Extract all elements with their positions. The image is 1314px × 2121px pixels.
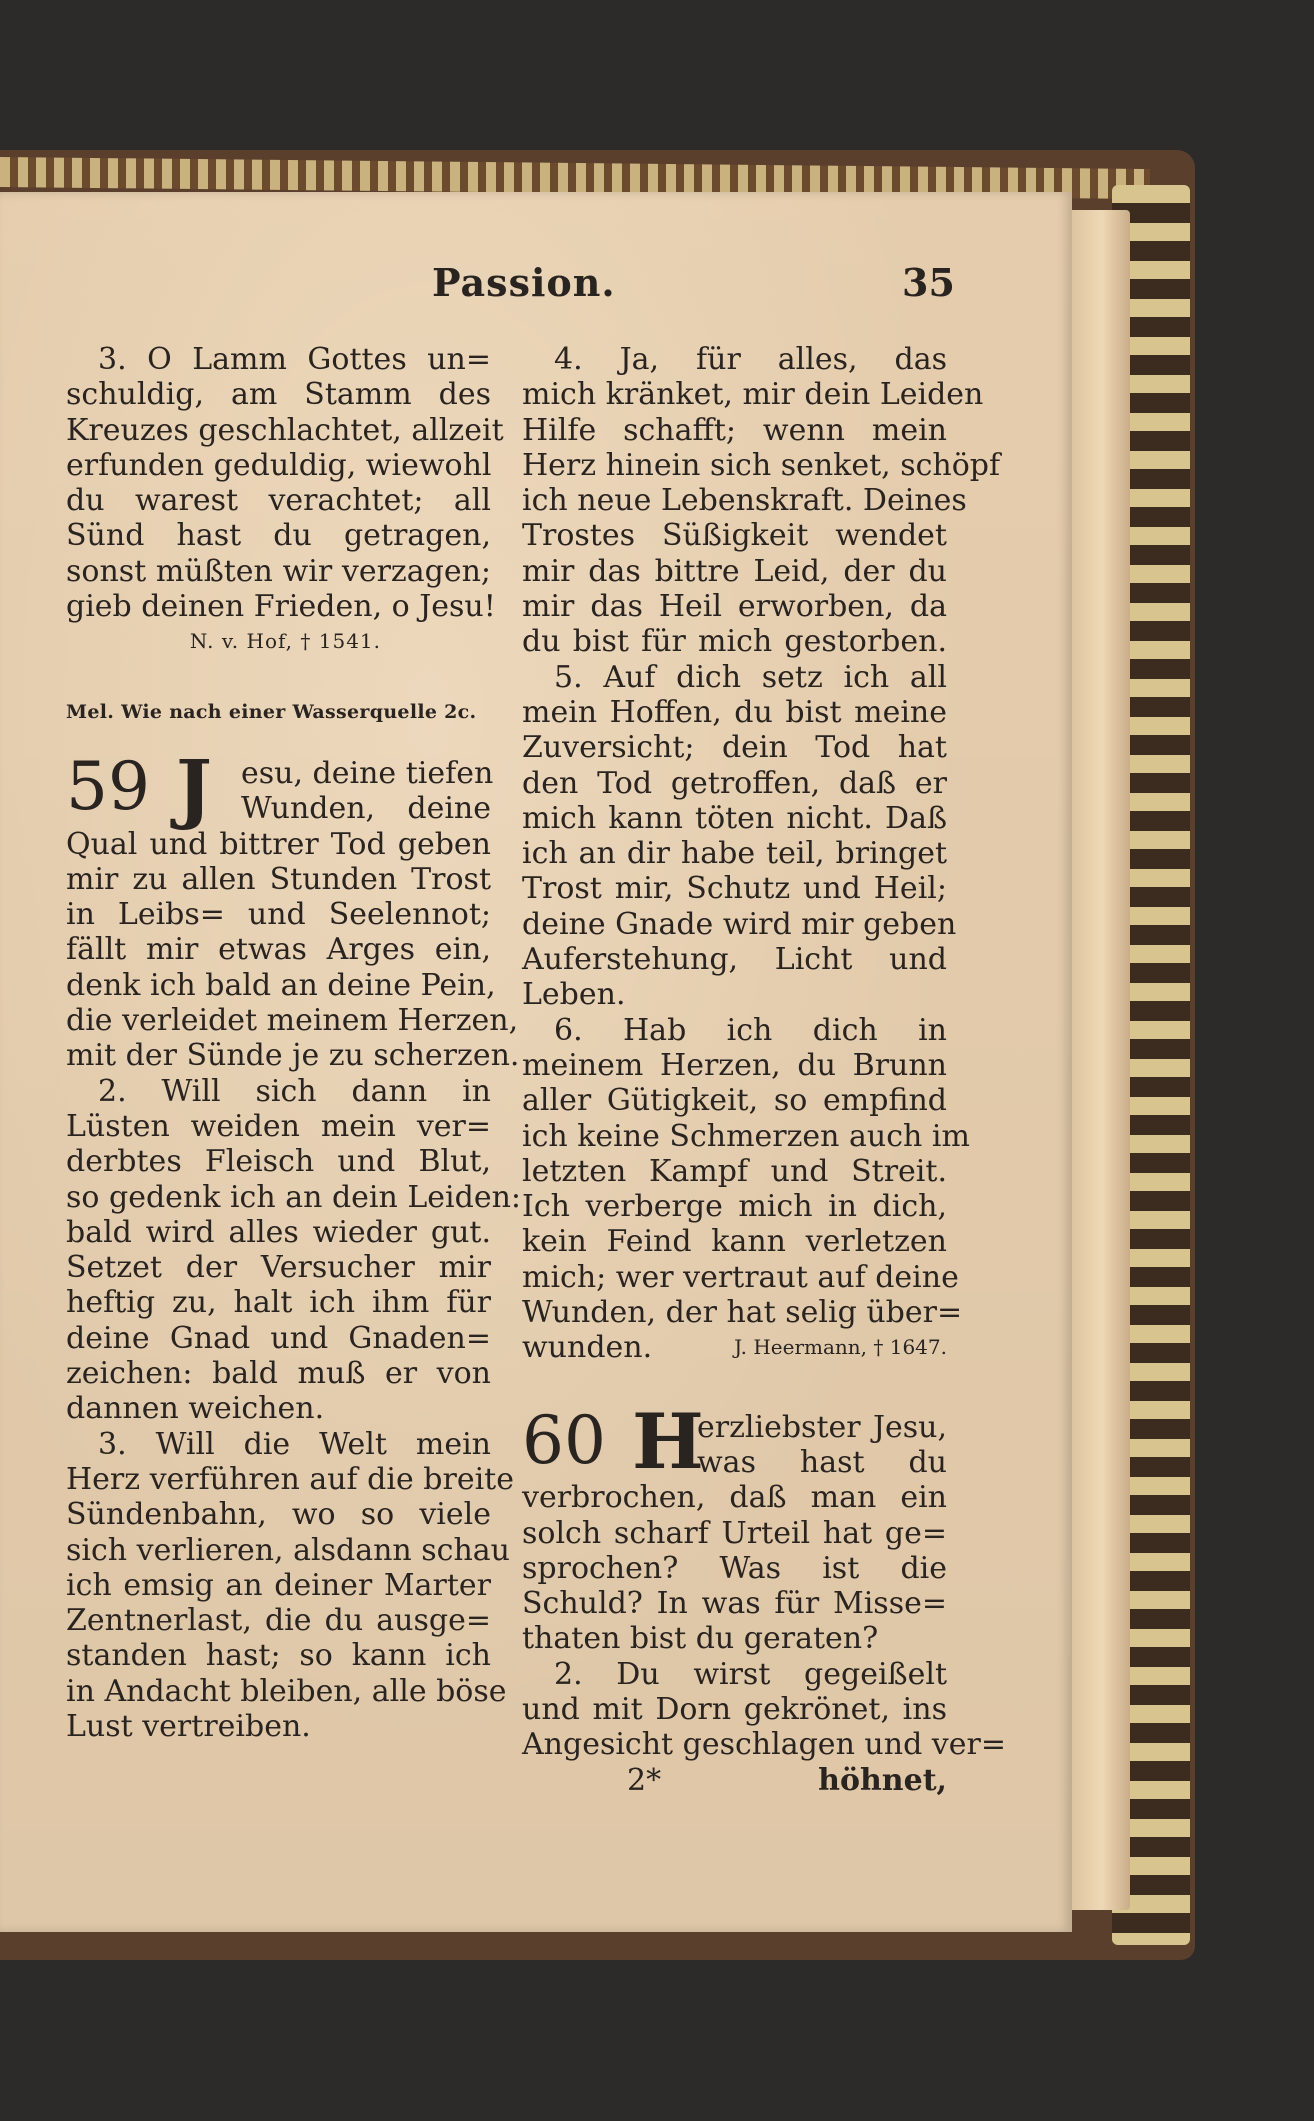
hymn-author: J. Heermann, † 1647. <box>734 1335 947 1360</box>
text-line: Hilfe schafft; wenn mein <box>522 412 947 448</box>
text-line: zeichen: bald muß er von <box>66 1356 491 1392</box>
text-line: mich kann töten nicht. Daß <box>522 800 947 836</box>
text-line: 3. Will die Welt mein <box>98 1426 491 1462</box>
text-line: Zuversicht; dein Tod hat <box>522 730 947 766</box>
text-line: letzten Kampf und Streit. <box>522 1153 947 1189</box>
text-line: Herz hinein sich senket, schöpf <box>522 447 1001 483</box>
text-line: Angesicht geschlagen und ver= <box>522 1727 1006 1763</box>
catchword: höhnet, <box>818 1762 947 1798</box>
text-line: dannen weichen. <box>66 1391 325 1427</box>
drop-cap: H <box>632 1396 704 1486</box>
running-head <box>0 260 1072 320</box>
text-line: Wunden, der hat selig über= <box>522 1295 963 1331</box>
text-line: mit der Sünde je zu scherzen. <box>66 1038 520 1074</box>
text-line: in Andacht bleiben, alle böse <box>66 1673 507 1709</box>
text-line: mir zu allen Stunden Trost <box>66 861 491 897</box>
text-line: Schuld? In was für Misse= <box>522 1586 947 1622</box>
text-line: sonst müßten wir verzagen; <box>66 553 491 589</box>
hymn-60 <box>522 1396 947 1486</box>
text-line: deine Gnad und Gnaden= <box>66 1320 491 1356</box>
text-line: 2. Du wirst gegeißelt <box>554 1656 947 1692</box>
text-line: gieb deinen Frieden, o Jesu! <box>66 589 496 625</box>
right-column <box>522 342 1006 1798</box>
text-line: bald wird alles wieder gut. <box>66 1214 491 1250</box>
text-line: Sünd hast du getragen, <box>66 518 491 554</box>
text-line: erzliebster Jesu, <box>697 1409 947 1445</box>
text-line: sich verlieren, alsdann schau <box>66 1532 510 1568</box>
text-fragment: wunden. <box>522 1330 653 1366</box>
text-line: meinem Herzen, du Brunn <box>522 1047 947 1083</box>
text-line: 2. Will sich dann in <box>98 1073 491 1109</box>
text-line: erfunden geduldig, wiewohl <box>66 447 492 483</box>
text-line: den Tod getroffen, daß er <box>522 765 947 801</box>
page-number: 35 <box>902 260 955 305</box>
text-line: mich kränket, mir dein Leiden <box>522 377 984 413</box>
text-line: thaten bist du geraten? <box>522 1621 879 1657</box>
text-line: was hast du <box>697 1444 947 1480</box>
text-line: Zentnerlast, die du ausge= <box>66 1603 491 1639</box>
text-line: Trostes Süßigkeit wendet <box>522 518 947 554</box>
text-line: Qual und bittrer Tod geben <box>66 826 491 862</box>
text-line: und mit Dorn gekrönet, ins <box>522 1691 947 1727</box>
text-line: 5. Auf dich setz ich all <box>554 659 947 695</box>
hymn-number: 60 <box>522 1401 606 1479</box>
text-line: denk ich bald an deine Pein, <box>66 967 496 1003</box>
drop-cap: J <box>176 742 212 832</box>
text-line: 4. Ja, für alles, das <box>554 342 947 377</box>
text-line: fällt mir etwas Arges ein, <box>66 932 491 968</box>
text-line: ich keine Schmerzen auch im <box>522 1118 970 1154</box>
text-line: mich; wer vertraut auf deine <box>522 1259 959 1295</box>
text-line: die verleidet meinem Herzen, <box>66 1003 519 1039</box>
text-line: so gedenk ich an dein Leiden: <box>66 1179 522 1215</box>
text-line <box>522 1330 947 1365</box>
text-line: ich neue Lebenskraft. Deines <box>522 483 967 519</box>
text-line: solch scharf Urteil hat ge= <box>522 1515 947 1551</box>
text-line: Sündenbahn, wo so viele <box>66 1497 491 1533</box>
text-line: Leben. <box>522 977 626 1013</box>
text-line: aller Gütigkeit, so empfind <box>522 1083 947 1119</box>
text-line: esu, deine tiefen <box>241 755 494 791</box>
text-line: schuldig, am Stamm des <box>66 377 491 413</box>
text-line: Trost mir, Schutz und Heil; <box>522 871 947 907</box>
text-line: du warest verachtet; all <box>66 483 491 519</box>
page-title: Passion. <box>432 260 616 305</box>
text-line: sprochen? Was ist die <box>522 1550 947 1586</box>
text-line: Ich verberge mich in dich, <box>522 1189 947 1225</box>
hymn-author: N. v. Hof, † 1541. <box>189 629 381 654</box>
text-line: deine Gnade wird mir geben <box>522 906 957 942</box>
text-line: Herz verführen auf die breite <box>66 1461 514 1497</box>
text-line: mir das bittre Leid, der du <box>522 553 947 589</box>
text-line: heftig zu, halt ich ihm für <box>66 1285 491 1321</box>
text-line: derbtes Fleisch und Blut, <box>66 1144 491 1180</box>
left-column <box>66 342 522 1744</box>
text-line: Kreuzes geschlachtet, allzeit <box>66 412 504 448</box>
melody-note: Mel. Wie nach einer Wasserquelle 2c. <box>66 700 477 723</box>
text-line: ich an dir habe teil, bringet <box>522 836 947 872</box>
text-line: mir das Heil erworben, da <box>522 589 947 625</box>
text-line: verbrochen, daß man ein <box>522 1480 947 1516</box>
text-line: standen hast; so kann ich <box>66 1638 491 1674</box>
book-page <box>0 192 1072 1932</box>
text-line: kein Feind kann verletzen <box>522 1224 947 1260</box>
text-line: Lüsten weiden mein ver= <box>66 1108 491 1144</box>
text-line: du bist für mich gestorben. <box>522 624 947 660</box>
text-line: 3. O Lamm Gottes un= <box>98 342 491 377</box>
page-footer <box>522 1763 947 1798</box>
hymn-59 <box>66 742 494 832</box>
text-line: in Leibs= und Seelennot; <box>66 897 491 933</box>
signature-mark: 2* <box>627 1762 662 1798</box>
text-line: 6. Hab ich dich in <box>554 1012 947 1048</box>
hymn-number: 59 <box>66 747 150 825</box>
text-line: mein Hoffen, du bist meine <box>522 694 947 730</box>
text-line: Lust vertreiben. <box>66 1708 311 1744</box>
text-line: ich emsig an deiner Marter <box>66 1567 491 1603</box>
text-line: Wunden, deine <box>241 791 491 827</box>
text-line: Auferstehung, Licht und <box>522 942 947 978</box>
text-line: Setzet der Versucher mir <box>66 1250 491 1286</box>
